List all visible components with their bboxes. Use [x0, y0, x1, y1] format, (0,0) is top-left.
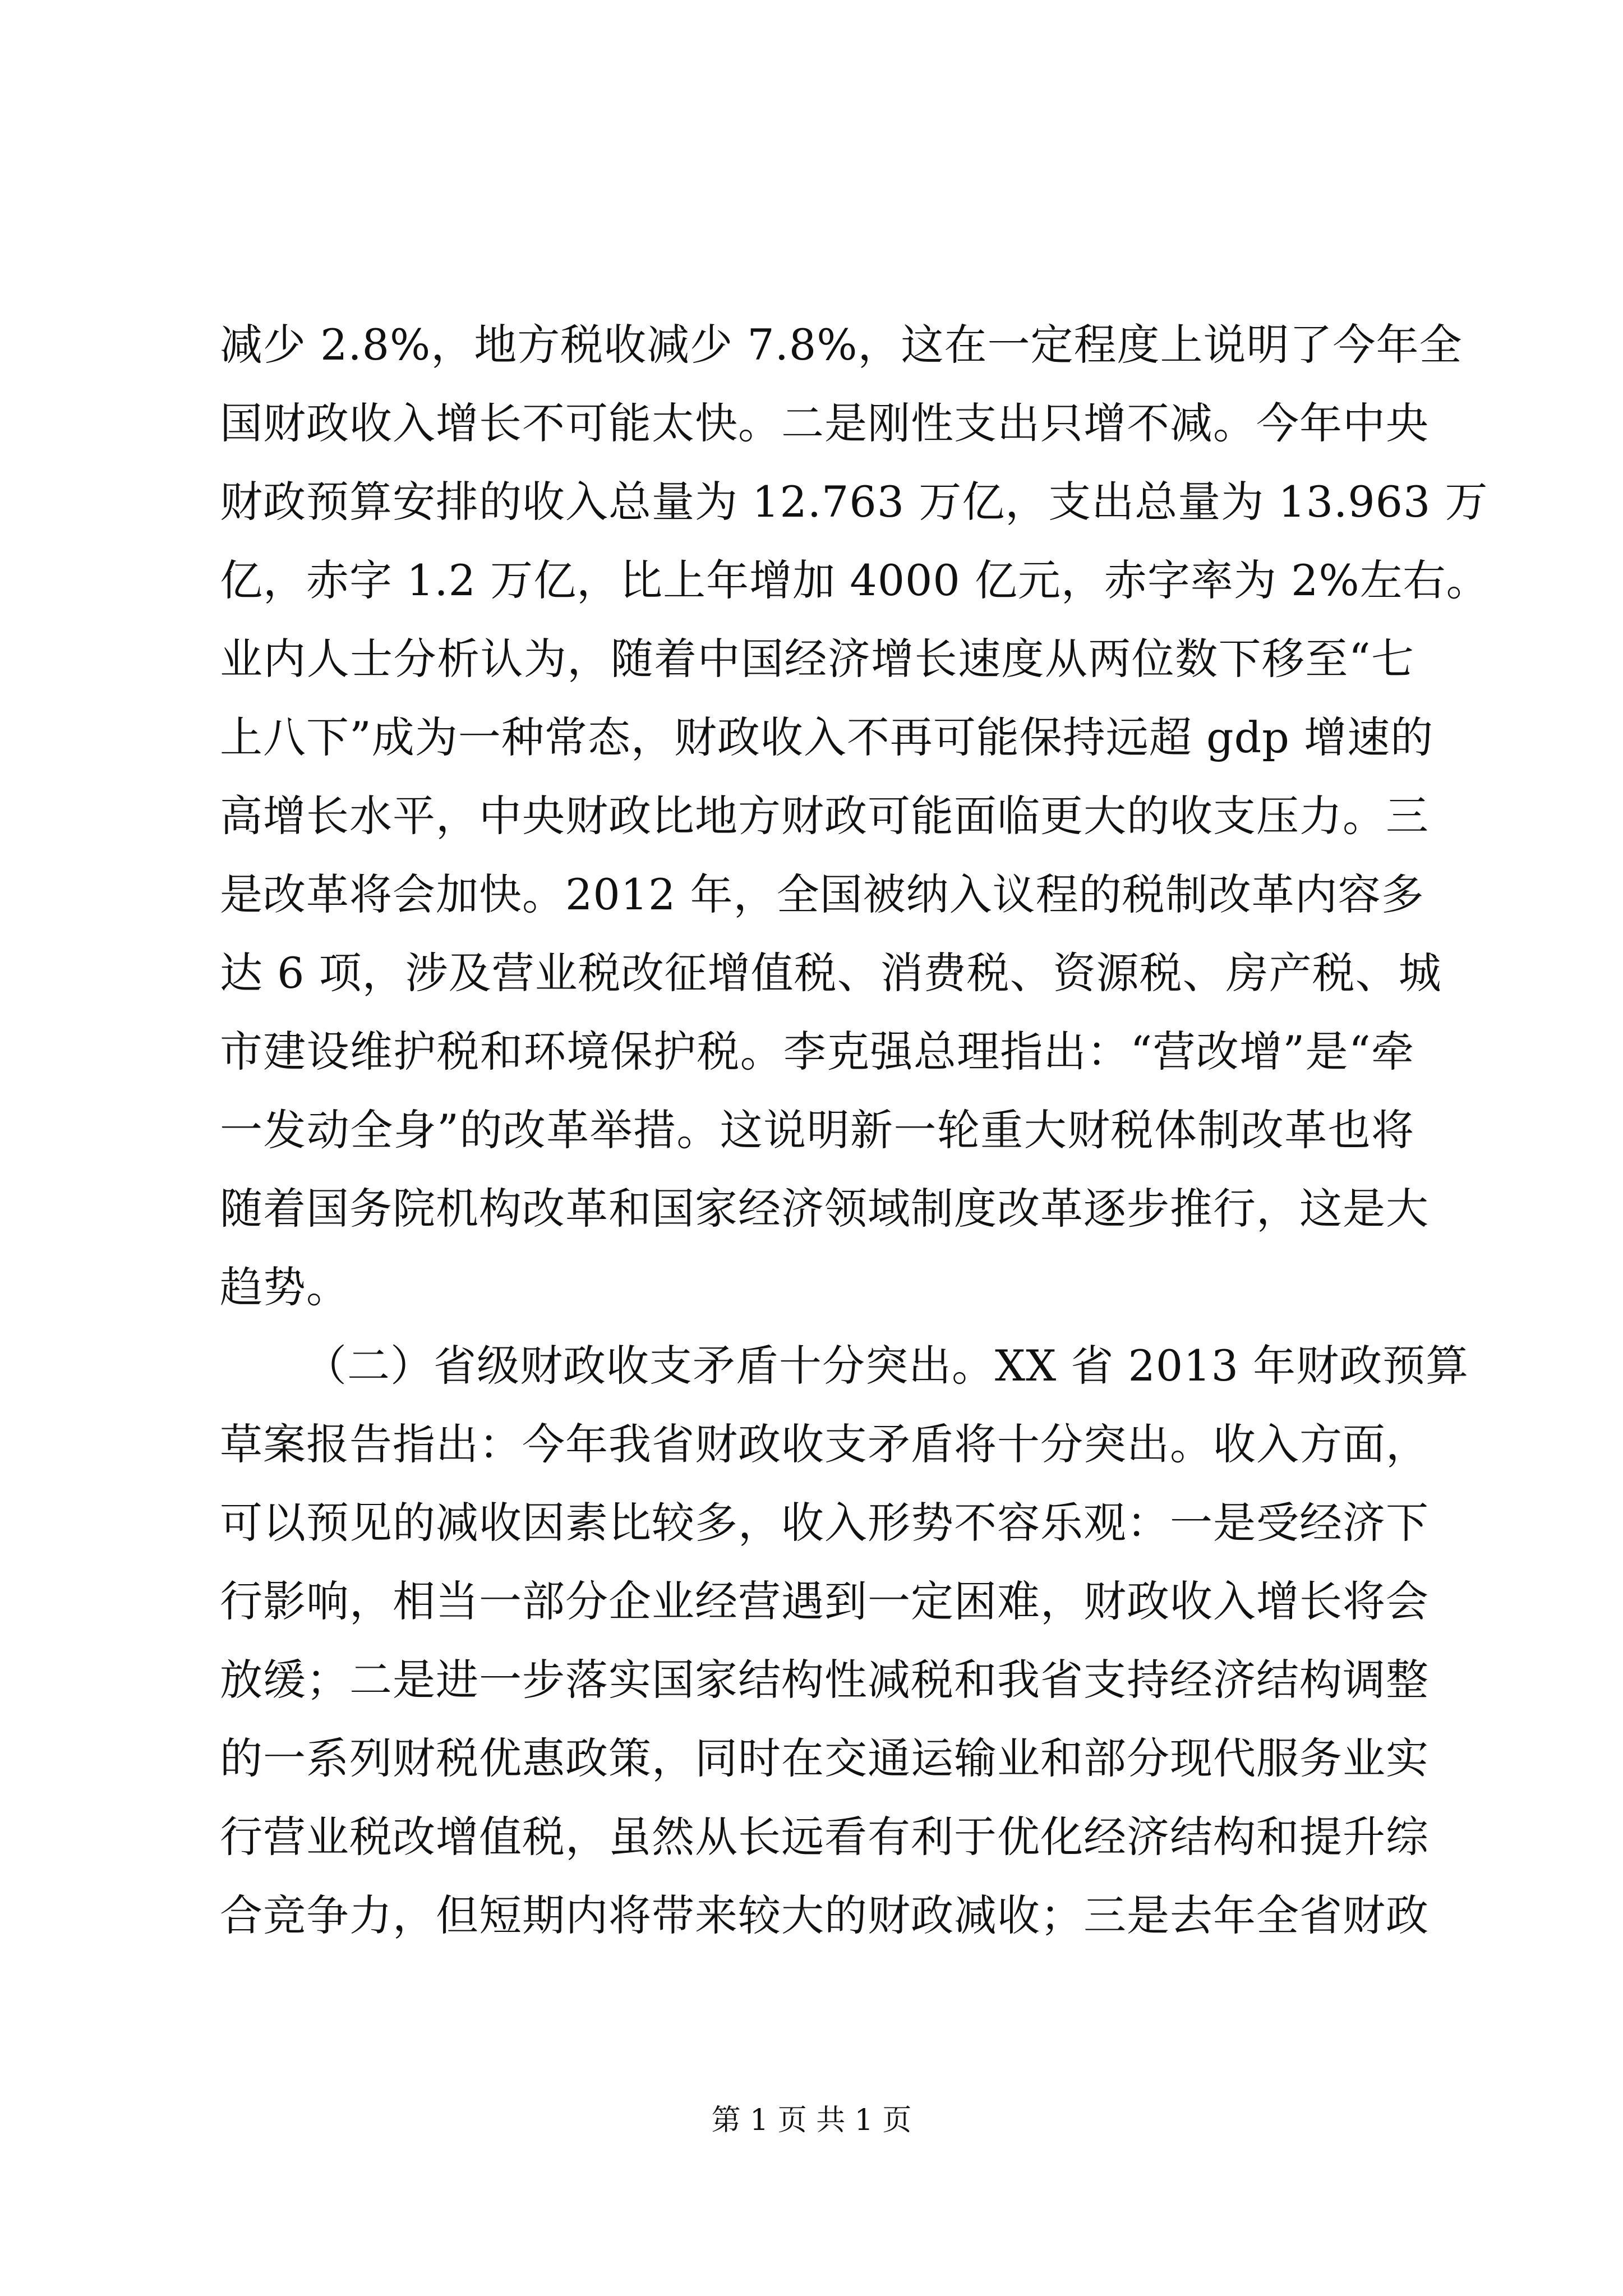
page-footer	[0, 2101, 1623, 2140]
text-line: 行营业税改增值税，虽然从长远看有利于优化经济结构和提升综	[220, 1812, 1429, 1862]
text-line: 行影响，相当一部分企业经营遇到一定困难，财政收入增长将会	[220, 1576, 1429, 1626]
text-line: 上八下”成为一种常态，财政收入不再可能保持远超 gdp 增速的	[220, 712, 1434, 762]
text-line: 草案报告指出：今年我省财政收支矛盾将十分突出。收入方面，	[220, 1419, 1429, 1469]
text-line: 业内人士分析认为，随着中国经济增长速度从两位数下移至“七	[220, 634, 1414, 684]
text-line: 放缓；二是进一步落实国家结构性减税和我省支持经济结构调整	[220, 1655, 1429, 1705]
text-line: 达 6 项，涉及营业税改征增值税、消费税、资源税、房产税、城	[220, 948, 1442, 998]
text-line: 趋势。	[220, 1262, 349, 1312]
text-line: 国财政收入增长不可能太快。二是刚性支出只增不减。今年中央	[220, 398, 1429, 448]
text-line: 市建设维护税和环境保护税。李克强总理指出：“营改增”是“牵	[220, 1027, 1414, 1076]
paragraph-first-line: （二）省级财政收支矛盾十分突出。XX 省 2013 年财政预算	[304, 1341, 1469, 1391]
text-line: 的一系列财税优惠政策，同时在交通运输业和部分现代服务业实	[220, 1733, 1429, 1783]
text-line: 是改革将会加快。2012 年，全国被纳入议程的税制改革内容多	[220, 869, 1424, 919]
text-line: 财政预算安排的收入总量为 12.763 万亿，支出总量为 13.963 万	[220, 477, 1488, 527]
text-line: 高增长水平，中央财政比地方财政可能面临更大的收支压力。三	[220, 791, 1429, 841]
text-line: 随着国务院机构改革和国家经济领域制度改革逐步推行，这是大	[220, 1184, 1429, 1234]
text-line: 合竞争力，但短期内将带来较大的财政减收；三是去年全省财政	[220, 1890, 1429, 1940]
page-number: 第 1 页 共 1 页	[711, 2104, 912, 2137]
text-line: 亿，赤字 1.2 万亿，比上年增加 4000 亿元，赤字率为 2%左右。	[220, 555, 1490, 605]
text-line: 减少 2.8%，地方税收减少 7.8%，这在一定程度上说明了今年全	[220, 320, 1463, 370]
text-line: 可以预见的减收因素比较多，收入形势不容乐观：一是受经济下	[220, 1498, 1429, 1548]
text-line: 一发动全身”的改革举措。这说明新一轮重大财税体制改革也将	[220, 1105, 1414, 1155]
